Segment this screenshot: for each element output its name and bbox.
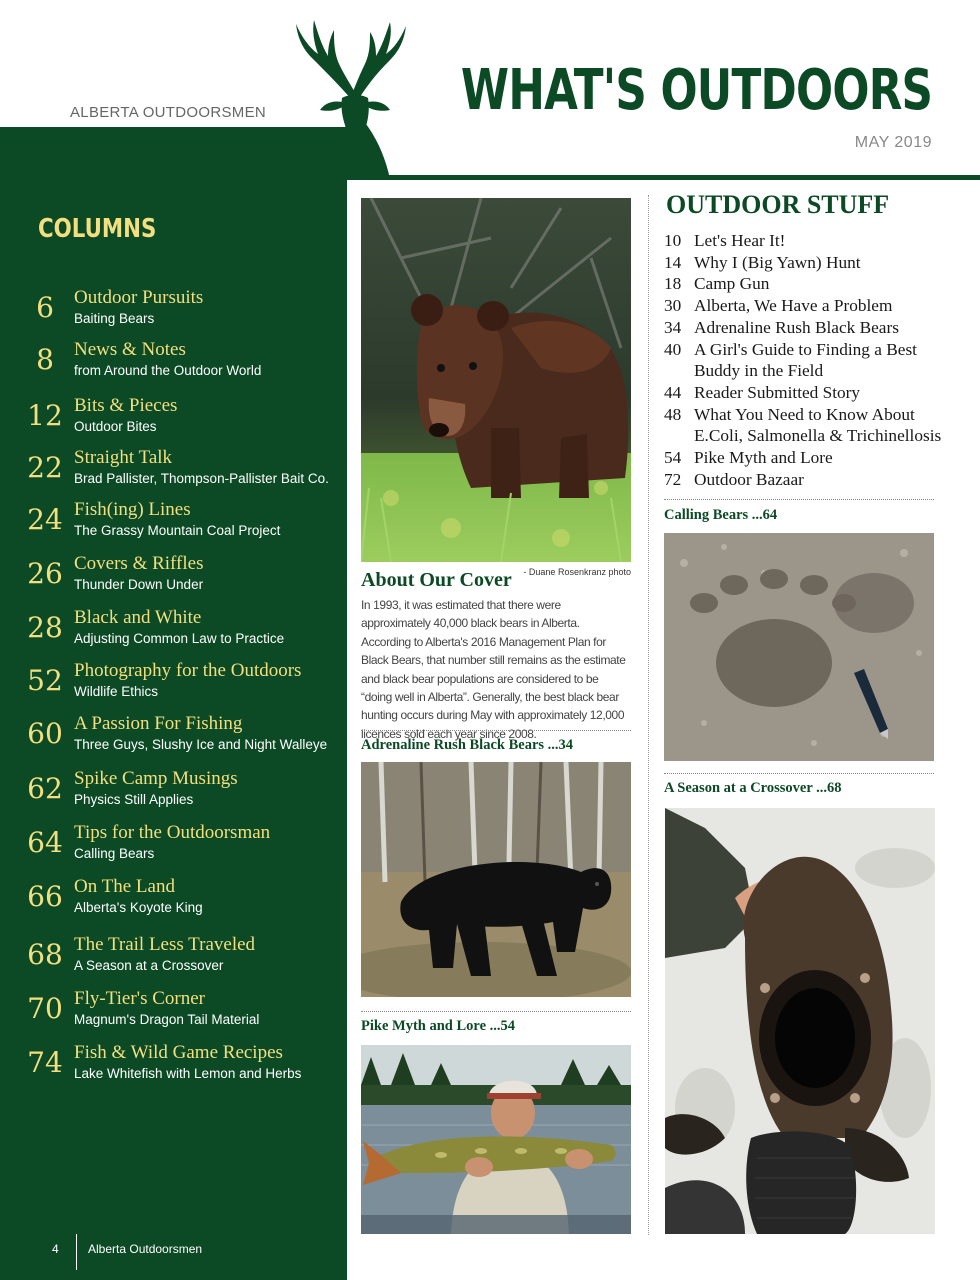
column-entry[interactable]	[0, 934, 347, 982]
outdoor-stuff-page: 30	[664, 296, 682, 316]
column-divider	[648, 195, 649, 1235]
column-entry[interactable]	[0, 713, 347, 761]
about-cover-title: About Our Cover	[361, 569, 512, 591]
column-subtitle: Calling Bears	[74, 846, 155, 861]
column-page-number: 66	[27, 880, 63, 913]
dotted-divider	[361, 730, 631, 731]
column-entry[interactable]	[0, 287, 347, 335]
column-entry[interactable]	[0, 447, 347, 495]
column-page-number: 8	[36, 343, 54, 376]
outdoor-stuff-item[interactable]	[664, 469, 964, 491]
outdoor-stuff-page: 14	[664, 252, 682, 272]
outdoor-stuff-title: Outdoor Bazaar	[694, 469, 804, 489]
column-title: The Trail Less Traveled	[74, 934, 256, 955]
column-title: Outdoor Pursuits	[74, 287, 204, 308]
footer-page-number: 4	[52, 1242, 59, 1256]
column-title: Photography for the Outdoors	[74, 660, 302, 681]
beaver-photo	[665, 808, 935, 1234]
column-title: Covers & Riffles	[74, 553, 204, 574]
column-page-number: 24	[27, 503, 63, 536]
footer-divider	[76, 1234, 77, 1270]
outdoor-stuff-item[interactable]	[664, 230, 964, 252]
outdoor-stuff-heading: OUTDOOR STUFF	[666, 190, 890, 219]
outdoor-stuff-title: Camp Gun	[694, 274, 770, 294]
outdoor-stuff-item[interactable]	[664, 404, 964, 447]
column-page-number: 26	[27, 557, 63, 590]
column-title: Fly-Tier's Corner	[74, 988, 205, 1009]
about-cover-body: In 1993, it was estimated that there were approximately 40,000 black bears in Alberta. According to Alberta's 2016 Management Plan for Black Bears, that number still remains as the estimate and black bear populations are considered to be “doing well in Alberta”. Generally, the best black bear hunting occurs during May with approximately 12,000 licences sold each year since 2008.	[361, 598, 626, 741]
column-title: Fish(ing) Lines	[74, 499, 191, 520]
column-title: Black and White	[74, 607, 202, 628]
outdoor-stuff-item[interactable]	[664, 252, 964, 274]
column-page-number: 60	[27, 717, 63, 750]
deer-logo-icon	[290, 14, 415, 179]
column-subtitle: Three Guys, Slushy Ice and Night Walleye	[74, 737, 328, 752]
outdoor-stuff-page: 34	[664, 317, 682, 337]
column-subtitle: from Around the Outdoor World	[74, 363, 262, 378]
column-page-number: 22	[27, 451, 63, 484]
outdoor-stuff-title: Alberta, We Have a Problem	[694, 296, 893, 316]
column-subtitle: Wildlife Ethics	[74, 684, 159, 699]
column-subtitle: Baiting Bears	[74, 311, 155, 326]
columns-panel	[0, 180, 347, 1280]
column-page-number: 74	[27, 1046, 63, 1079]
column-entry[interactable]	[0, 553, 347, 601]
outdoor-stuff-item[interactable]	[664, 317, 964, 339]
column-page-number: 28	[27, 611, 63, 644]
column-subtitle: Physics Still Applies	[74, 792, 194, 807]
column-page-number: 12	[27, 399, 63, 432]
cover-photo	[361, 198, 631, 562]
columns-heading: COLUMNS	[38, 214, 157, 244]
pike-photo	[361, 1045, 631, 1234]
outdoor-stuff-title: Adrenaline Rush Black Bears	[694, 317, 899, 337]
column-page-number: 52	[27, 664, 63, 697]
cover-photo-credit: - Duane Rosenkranz photo	[523, 567, 631, 577]
outdoor-stuff-list	[664, 230, 964, 490]
column-page-number: 70	[27, 992, 63, 1025]
column-page-number: 62	[27, 772, 63, 805]
column-entry[interactable]	[0, 1042, 347, 1090]
outdoor-stuff-page: 18	[664, 274, 682, 294]
column-subtitle: Outdoor Bites	[74, 419, 157, 434]
column-entry[interactable]	[0, 876, 347, 924]
column-subtitle: Magnum's Dragon Tail Material	[74, 1012, 260, 1027]
column-title: Bits & Pieces	[74, 395, 178, 416]
column-title: Fish & Wild Game Recipes	[74, 1042, 283, 1063]
outdoor-stuff-item[interactable]	[664, 447, 964, 469]
column-subtitle: Alberta's Koyote King	[74, 900, 203, 915]
bear-track-photo	[664, 533, 934, 761]
dotted-divider	[361, 1011, 631, 1012]
column-page-number: 64	[27, 826, 63, 859]
column-entry[interactable]	[0, 339, 347, 387]
caption-calling-bears[interactable]: Calling Bears ...64	[664, 507, 778, 523]
column-entry[interactable]	[0, 768, 347, 816]
outdoor-stuff-title: Reader Submitted Story	[694, 382, 861, 402]
column-subtitle: Lake Whitefish with Lemon and Herbs	[74, 1066, 302, 1081]
outdoor-stuff-page: 10	[664, 231, 682, 250]
black-bear-photo	[361, 762, 631, 997]
publication-name: ALBERTA OUTDOORSMEN	[70, 104, 267, 121]
outdoor-stuff-page: 72	[664, 469, 682, 489]
column-title: On The Land	[74, 876, 175, 897]
outdoor-stuff-title: A Girl's Guide to Finding a Best Buddy in the Field	[694, 339, 917, 381]
column-subtitle: A Season at a Crossover	[74, 958, 224, 973]
column-title: Spike Camp Musings	[74, 768, 238, 789]
caption-adrenaline-rush[interactable]: Adrenaline Rush Black Bears ...34	[361, 737, 574, 753]
column-title: Straight Talk	[74, 447, 173, 468]
masthead-title: WHAT'S OUTDOORS	[460, 58, 932, 123]
outdoor-stuff-page: 40	[664, 339, 682, 359]
dotted-divider	[664, 773, 934, 774]
column-title: News & Notes	[74, 339, 186, 360]
outdoor-stuff-title: What You Need to Know About E.Coli, Salmonella & Trichinellosis	[694, 404, 942, 446]
column-subtitle: Thunder Down Under	[74, 577, 204, 592]
outdoor-stuff-item[interactable]	[664, 382, 964, 404]
column-subtitle: The Grassy Mountain Coal Project	[74, 523, 281, 538]
column-title: Tips for the Outdoorsman	[74, 822, 271, 843]
outdoor-stuff-item[interactable]	[664, 295, 964, 317]
outdoor-stuff-title: Why I (Big Yawn) Hunt	[694, 252, 861, 272]
column-entry[interactable]	[0, 607, 347, 655]
column-entry[interactable]	[0, 988, 347, 1036]
outdoor-stuff-item[interactable]	[664, 273, 964, 295]
column-entry[interactable]	[0, 395, 347, 443]
outdoor-stuff-page: 48	[664, 404, 682, 424]
column-title: A Passion For Fishing	[74, 713, 243, 734]
outdoor-stuff-title: Pike Myth and Lore	[694, 448, 833, 468]
outdoor-stuff-title: Let's Hear It!	[694, 231, 786, 250]
footer-publication: Alberta Outdoorsmen	[88, 1242, 203, 1256]
issue-date: MAY 2019	[854, 134, 932, 151]
column-entry[interactable]	[0, 822, 347, 870]
caption-pike-myth[interactable]: Pike Myth and Lore ...54	[361, 1018, 515, 1034]
outdoor-stuff-page: 54	[664, 448, 682, 468]
column-subtitle: Adjusting Common Law to Practice	[74, 631, 285, 646]
column-page-number: 6	[36, 291, 54, 324]
outdoor-stuff-item[interactable]	[664, 339, 964, 382]
dotted-divider	[664, 499, 934, 500]
column-subtitle: Brad Pallister, Thompson-Pallister Bait Co.	[74, 471, 329, 486]
caption-season-crossover[interactable]: A Season at a Crossover ...68	[664, 780, 842, 796]
outdoor-stuff-page: 44	[664, 382, 682, 402]
column-page-number: 68	[27, 938, 63, 971]
column-entry[interactable]	[0, 660, 347, 708]
column-entry[interactable]	[0, 499, 347, 547]
